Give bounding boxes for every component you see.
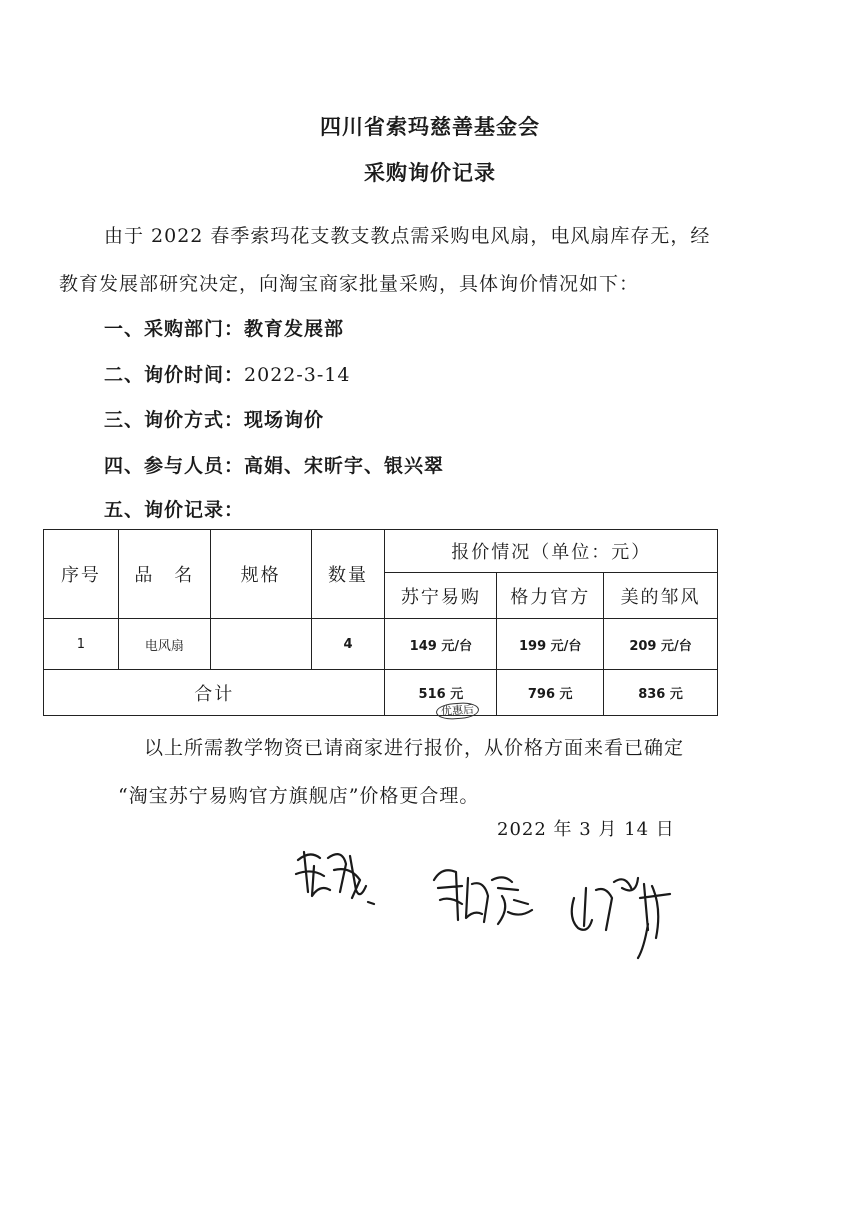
item-label: 二、询价时间： — [104, 364, 245, 386]
total-label: 合计 — [44, 670, 385, 716]
item-value: 2022-3-14 — [244, 364, 351, 386]
doc-title: 采购询价记录 — [364, 161, 496, 185]
header-name: 品 名 — [118, 530, 210, 619]
cell-price-suning: 149 元/台 — [385, 619, 497, 670]
item-label: 五、询价记录： — [104, 499, 245, 521]
header-quote: 报价情况（单位：元） — [385, 530, 718, 573]
cell-price-gree: 199 元/台 — [497, 619, 604, 670]
intro-line-2: 教育发展部研究决定，向淘宝商家批量采购，具体询价情况如下： — [59, 273, 640, 295]
total-midea: 836 元 — [604, 670, 718, 716]
header-qty: 数量 — [311, 530, 385, 619]
item-value: 教育发展部 — [244, 318, 345, 340]
cell-spec — [210, 619, 311, 670]
item-label: 四、参与人员： — [104, 455, 245, 477]
item-participants — [104, 451, 444, 478]
handwritten-note: 优惠后 — [435, 702, 479, 721]
item-value: 高娟、宋昕宇、银兴翠 — [244, 455, 445, 477]
document-date: 2022 年 3 月 14 日 — [497, 819, 675, 840]
cell-name: 电风扇 — [118, 619, 210, 670]
signature-song-xinyu — [428, 860, 538, 940]
item-method — [104, 405, 324, 432]
conclusion-line-2: “淘宝苏宁易购官方旗舰店”价格更合理。 — [118, 785, 480, 807]
header-spec: 规格 — [210, 530, 311, 619]
item-label: 一、采购部门： — [104, 318, 245, 340]
cell-seq: 1 — [44, 619, 119, 670]
cell-price-midea: 209 元/台 — [604, 619, 718, 670]
header-vendor-suning: 苏宁易购 — [385, 573, 497, 619]
signature-yin-xingcui — [566, 868, 676, 963]
item-record — [104, 495, 244, 522]
total-gree: 796 元 — [497, 670, 604, 716]
item-label: 三、询价方式： — [104, 409, 245, 431]
header-seq: 序号 — [44, 530, 119, 619]
header-vendor-midea: 美的邹风 — [604, 573, 718, 619]
item-time — [104, 360, 350, 387]
cell-qty: 4 — [311, 619, 385, 670]
conclusion-line-1: 以上所需教学物资已请商家进行报价，从价格方面来看已确定 — [144, 737, 685, 759]
org-title: 四川省索玛慈善基金会 — [320, 115, 540, 139]
table-row — [44, 619, 718, 670]
intro-line-1: 由于 2022 春季索玛花支教支教点需采购电风扇，电风扇库存无，经 — [104, 225, 711, 247]
total-suning: 516 元 — [385, 670, 497, 716]
item-department — [104, 314, 344, 341]
item-value: 现场询价 — [244, 409, 325, 431]
total-row — [44, 670, 718, 716]
header-vendor-gree: 格力官方 — [497, 573, 604, 619]
signature-gao-juan — [290, 840, 380, 910]
quote-table — [43, 529, 718, 716]
